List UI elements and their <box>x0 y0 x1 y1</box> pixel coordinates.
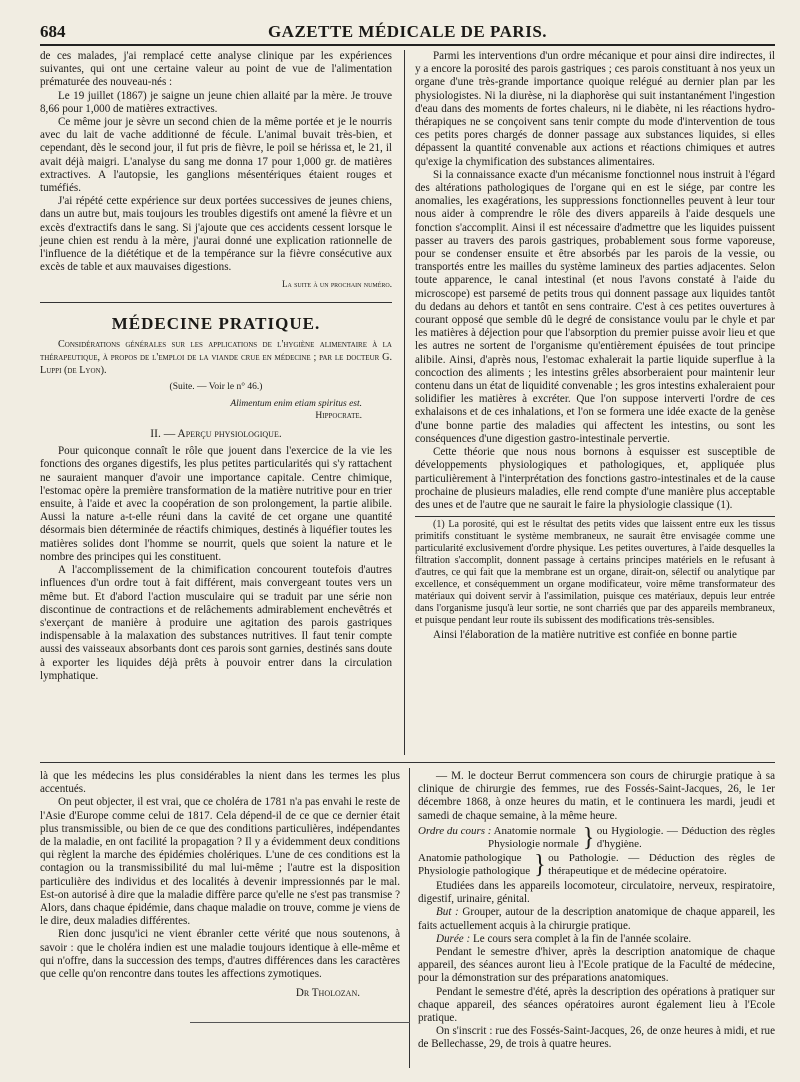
paragraph: On s'inscrit : rue des Fossés-Saint-Jacques, 26, de onze heures à midi, et rue de Bellechasse, 29, de trois à quatre heures. <box>418 1025 775 1051</box>
epigraph-author: Hippocrate. <box>315 411 362 422</box>
order-item: Anatomie normale <box>493 824 576 837</box>
column-divider <box>409 768 410 1068</box>
article-heading: Considérations générales sur les applications de l'hygiène alimentaire à la thérapeutique, à propos de l'emploi de la viande crue en médecine ; par le docteur G. Luppi (de Lyon). <box>40 338 392 376</box>
but-text: Grouper, autour de la description anatomique de chaque appareil, les faits actuellement acquis à la chirurgie pratique. <box>418 906 775 932</box>
paragraph: Rien donc jusqu'ici ne vient ébranler cette vérité que nous soutenons, à savoir : que le choléra indien est une maladie toujours identique à elle-même et qui n'offre, dans la succession des temps, d'autres différences dans les caractères que celle qu'on rencontre dans toutes les affections zymotiques. <box>40 928 400 981</box>
but-label: But : <box>436 906 459 919</box>
end-rule <box>190 1022 410 1023</box>
subsection-heading: II. — Aperçu physiologique. <box>150 428 282 441</box>
patho-result: ou Pathologie. — Déduction des règles de thérapeutique et de médecine opératoire. <box>548 852 775 878</box>
paragraph: On peut objecter, il est vrai, que ce choléra de 1781 n'a pas envahi le reste de l'Asie d'Europe comme celui de 1817. Cela dépend-il de ce que ce dernier était plus transmissible, ou bien de ce que des conditions particulières, indépendantes de la maladie, en ont facilité la propagation ? Il y a évidemment deux conditions qui règlent la marche des épidémies cholériques. L'une de ces conditions est la contagion ou la transmissibilité du mal lui-même ; l'autre est la disposition particulière des individus et des localités à devenir impressionnés par le mal. Est-on autorisé à dire que la maladie diffère parce qu'elle ne s'est pas transmise ? Alors, dans chaque épidémie, dans chaque maladie on trouve, comme je viens de le dire, deux maladies différentes. <box>40 796 400 928</box>
course-order <box>418 825 775 851</box>
paragraph: Le 19 juillet (1867) je saigne un jeune chien allaité par la mère. Je trouve 8,66 pour 1,000 de matières extractives. <box>40 89 392 115</box>
page-number: 684 <box>40 22 66 41</box>
epigraph-text: Alimentum enim etiam spiritus est. <box>230 399 362 410</box>
paragraph: de ces malades, j'ai remplacé cette analyse clinique par les expériences suivantes, qui ont une certaine valeur au point de vue de l'alimentation prématurée des nouveau-nés : <box>40 50 392 89</box>
section-divider <box>40 762 775 763</box>
column-right-top <box>415 50 775 642</box>
duree-text: Le cours sera complet à la fin de l'année scolaire. <box>472 932 692 945</box>
column-left-top <box>40 50 392 683</box>
column-right-bottom <box>418 770 775 1052</box>
paragraph: A l'accomplissement de la chimification concourent toutefois d'autres influences d'un ordre tout à fait différent, mais convergeant toutes vers un même but. Et d'abord l'action musculaire qui se traduit par une série non discontinue de contractions et de relâchements admirablement enchevêtrés et s'exerçant de manière à produire une agitation des parois gastriques indispensable à la malaxation des substances nutritives. Il faut tenir compte aussi des vaisseaux absorbants dont ces parois sont garnies, destinés sans doute à exporter les liquides déjà prêts à pouvoir entrer dans la circulation lymphatique. <box>40 564 392 682</box>
paragraph: Pour quiconque connaît le rôle que jouent dans l'exercice de la vie les fonctions des organes digestifs, les plus petites particularités qui s'y rattachent ne sauraient manquer d'avoir une importance capitale. Centre chimique, l'estomac opère la première transformation de la matière nutritive pour en trier ensuite, à l'aide et avec la coopération de son prolongement, la partie alibile. Aussi la nature a-t-elle réuni dans la cavité de cet organe une quantité désormais bien déterminée de réactifs chimiques, destinés à liquéfier toutes les matières solides dont l'homme se nourrit, quels que soient la nature et le nombre des principes qui les constituent. <box>40 445 392 563</box>
paragraph <box>418 933 775 946</box>
paragraph <box>418 906 775 932</box>
brace-icon: } <box>534 850 546 880</box>
paragraph: Cette théorie que nous nous bornons à esquisser est susceptible de développements physiologiques et pathologiques, et, appliquée plus particulièrement à l'interprétation des fonctions gastro-intestinales et de la cause prochaine de plusieurs maladies, elle rend compte d'une manière plus acceptable des unes et de l'autre que ne saurait le faire la physiologie classique (1). <box>415 446 775 511</box>
journal-title: GAZETTE MÉDICALE DE PARIS. <box>267 22 548 41</box>
epigraph <box>40 398 362 422</box>
announcement: — M. le docteur Berrut commencera son cours de chirurgie pratique à sa clinique de chirurgie des femmes, rue des Fossés-Saint-Jacques, 26, le 1er décembre 1868, à onze heures du matin, et le continuera les mardi, jeudi et samedi de chaque semaine, à la même heure. <box>418 770 775 822</box>
course-pathology <box>418 852 775 878</box>
column-divider <box>404 50 405 755</box>
reference-line: (Suite. — Voir le n° 46.) <box>169 381 263 392</box>
paragraph: Si la connaissance exacte d'un mécanisme fonctionnel nous instruit à l'égard des altérations pathologiques de l'organe qui en est le siége, par contre les anomalies, les exagérations, les suppressions fonctionnelles peuvent à leur tour nous aider à comprendre le rôle des divers appareils à l'aide desquels une fonction s'accomplit. Ainsi il est nécessaire d'admettre que les liquides puissent passer au travers des parois gastriques, probablement sous forme vaporeuse, pour se condenser ensuite et être absorbés par les parois de la vessie, ou transportés entre les mailles du système lamineux des parties adjacentes. Selon toute apparence, le canal intestinal (et nous l'avons constaté à l'aide du microscope) est parsemé de petits trous qui donnent passage aux liquides tantôt du dedans au dehors et tantôt en sens contraire. C'est à ces petites ouvertures à courant opposé que semble dû le degré de consistance voulu par le chyle et par les matières à déjection pour que l'absorption du premier puisse avoir lieu et que les autres ne sortent de l'organisme qu'entièrement épuisées de tout principe alibile. Ainsi, d'après nous, l'estomac exhalerait la partie liquide superflue à la concoction des aliments ; les intestins grêles absorberaient pour maintenir leur contenu dans un état de liquidité convenable ; les gros intestins exhaleraient pour solidifier les matières à excréter. Que l'on suppose interverti l'ordre de ces exhalaisons et de ces inhalations, et l'on se formera une idée exacte de la genèse d'une bonne partie des maladies qui affectent les intestins, ou sont les conséquences d'une digestion gastro-intestinale pervertie. <box>415 168 775 445</box>
order-label: Ordre du cours : <box>418 824 492 837</box>
order-result: ou Hygiologie. — Déduction des règles d'hygiène. <box>596 824 775 850</box>
brace-icon: } <box>582 823 595 852</box>
section-title: MÉDECINE PRATIQUE. <box>111 313 321 333</box>
paragraph: Ainsi l'élaboration de la matière nutritive est confiée en bonne partie <box>433 629 737 642</box>
paragraph: Ce même jour je sèvre un second chien de la même portée et je le nourris avec du lait de vache additionné de fécule. L'animal buvait très-bien, et cependant, dès le second jour, il fut pris de fièvre, le poil se hérissa et, le 21, il avait déjà maigri. L'analyse du sang me donna 17 pour 1,000 gr. de matières extractives. A l'autopsie, les ganglions mésentériques étaient rouges et tuméfiés. <box>40 116 392 195</box>
paragraph: J'ai répété cette expérience sur deux portées successives de jeunes chiens, dans un autre but, mais toujours les troubles digestifs ont amené la fièvre et un excès d'extractifs dans le sang. Si j'ajoute que ces accidents cessent lorsque le jeune chien est rendu à la mère, j'aurai donné une explication rationnelle de l'influence de la diététique et de la tempérance sur la fièvre consécutive aux excès de table et aux mauvaises digestions. <box>40 195 392 274</box>
divider <box>40 302 392 303</box>
paragraph: là que les médecins les plus considérables la nient dans les termes les plus accentués. <box>40 770 400 796</box>
continuation-note: La suite à un prochain numéro. <box>282 279 392 290</box>
signature: Dr Tholozan. <box>295 987 360 1000</box>
footnote: (1) La porosité, qui est le résultat des petits vides que laissent entre eux les tissus primitifs constituant le système membraneux, ne saurait être envisagée comme une particularité exclusivement d'ordre physique. Les petites ouvertures, à l'aide desquelles la filtration s'accomplit, donnent passage à certains principes matériels en le refusant à d'autres, ce qui fait que la membrane est un organe, dirait-on, sélectif ou analytique par excellence, et conséquemment un organe modificateur, voire même transformateur des matériaux qui doivent servir à l'assimilation, puisque ces matériaux, depuis leur entrée dans l'organisme jusqu'à leur sortie, ne sont charriés que par des appareils membraneux, et puisque pendant leur route ils subissent des modifications très-sensibles. <box>415 519 775 627</box>
paragraph: Etudiées dans les appareils locomoteur, circulatoire, nerveux, respiratoire, digestif, urinaire, génital. <box>418 880 775 906</box>
patho-item: Physiologie pathologique <box>418 865 531 878</box>
paragraph: Pendant le semestre d'hiver, après la description anatomique de chaque appareil, des séances auront lieu à l'Ecole pratique de la Faculté de médecine, pour la démonstration sur des préparations anatomiques. <box>418 946 775 985</box>
footnote-divider <box>415 516 775 517</box>
paragraph: Pendant le semestre d'été, après la description des opérations à pratiquer sur chaque appareil, des séances opératoires auront également lieu à l'Ecole pratique. <box>418 985 775 1025</box>
page-header <box>40 18 775 46</box>
duree-label: Durée : <box>436 932 471 945</box>
patho-item: Anatomie pathologique <box>418 852 522 865</box>
column-left-bottom <box>40 770 400 1000</box>
order-item: Physiologie normale <box>488 837 579 850</box>
paragraph: Parmi les interventions d'un ordre mécanique et pour ainsi dire indirectes, il y a encore la porosité des parois gastriques ; ces parois constituant à nos yeux un organe d'une très-grande importance quoique relégué au dernier plan par les physiologistes. Ni la diurèse, ni la diaphorèse qui suit instantanément l'ingestion d'eau dans des moments de fortes chaleurs, ni le diabète, ni les réactions hydro-thérapiques ne se conçoivent sans tenir compte du mode d'intervention de tous ces petits pores chargés de donner passage aux substances liquides, si elles dépassent la quantité convenable aux actions et réactions chimiques et autres qu'exige la chymification des substances alimentaires. <box>415 50 775 168</box>
